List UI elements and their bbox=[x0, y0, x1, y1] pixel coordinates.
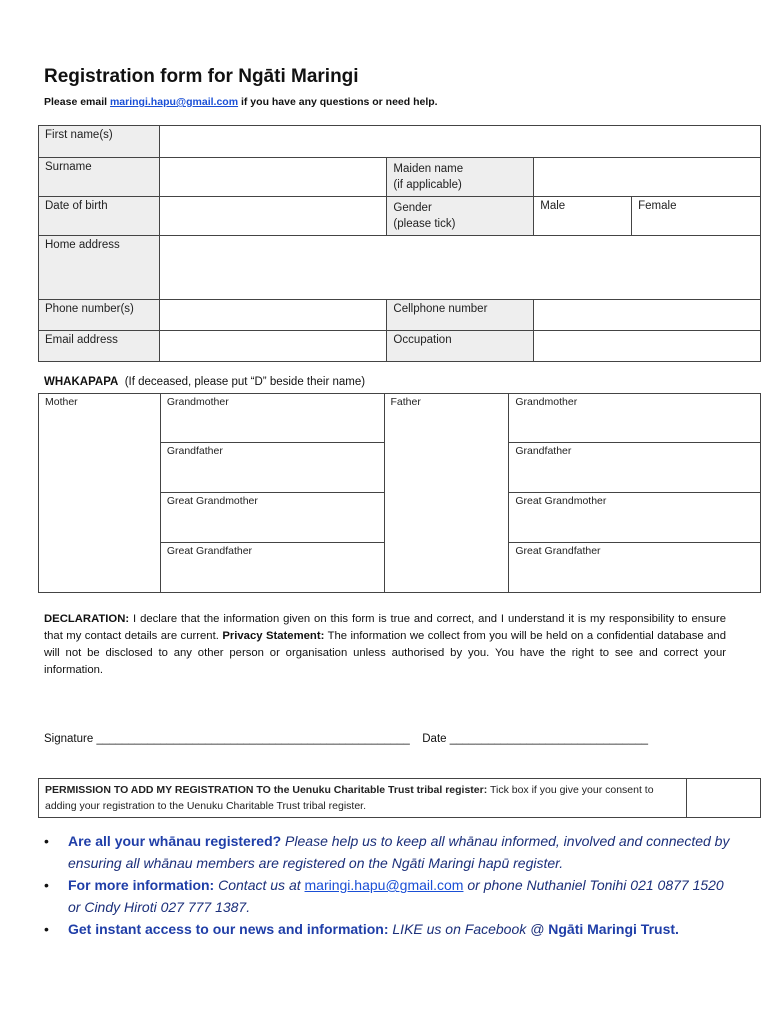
father-field[interactable]: Father bbox=[384, 394, 509, 593]
phone-field[interactable] bbox=[159, 300, 387, 331]
date-label: Date bbox=[422, 733, 447, 745]
paternal-great-grandmother-field[interactable]: Great Grandmother bbox=[509, 493, 761, 543]
dob-field[interactable] bbox=[159, 197, 387, 236]
email-label: Email address bbox=[39, 331, 160, 362]
page-subtitle: Please email maringi.hapu@gmail.com if you have any questions or need help. bbox=[44, 96, 438, 108]
paternal-great-grandfather-field[interactable]: Great Grandfather bbox=[509, 543, 761, 593]
home-address-label: Home address bbox=[39, 236, 160, 300]
maiden-name-label: Maiden name (if applicable) bbox=[387, 158, 534, 197]
home-address-field[interactable] bbox=[159, 236, 760, 300]
maiden-name-field[interactable] bbox=[534, 158, 761, 197]
permission-table bbox=[38, 778, 761, 818]
declaration-paragraph: DECLARATION: I declare that the information given on this form is true and correct, and I understand it is my responsibility to ensure that my contact details are current. Privacy Statement: The information we collect from you will be held on a confidential database and will not be disclosed to any other person or organisation unless authorised by you. You have the right to see and correct your information. bbox=[44, 613, 726, 676]
contact-email-link[interactable]: maringi.hapu@gmail.com bbox=[109, 96, 239, 108]
info-bullets bbox=[44, 830, 734, 940]
surname-field[interactable] bbox=[159, 158, 387, 197]
whakapapa-heading: WHAKAPAPA (If deceased, please put “D” beside their name) bbox=[44, 376, 366, 388]
paternal-grandmother-field[interactable]: Grandmother bbox=[509, 394, 761, 443]
phone-label: Phone number(s) bbox=[39, 300, 160, 331]
whakapapa-table bbox=[38, 393, 761, 593]
maternal-great-grandfather-field[interactable]: Great Grandfather bbox=[160, 543, 384, 593]
signature-row bbox=[44, 733, 648, 745]
mother-field[interactable]: Mother bbox=[39, 394, 161, 593]
facebook-page-name[interactable]: Ngāti Maringi Trust. bbox=[548, 921, 679, 937]
list-item: • Get instant access to our news and information: LIKE us on Facebook @ Ngāti Maringi Trust. bbox=[44, 918, 734, 940]
email-field[interactable] bbox=[159, 331, 387, 362]
cellphone-field[interactable] bbox=[534, 300, 761, 331]
gender-label: Gender (please tick) bbox=[387, 197, 534, 236]
dob-label: Date of birth bbox=[39, 197, 160, 236]
first-names-label: First name(s) bbox=[39, 126, 160, 158]
bullet-email-link[interactable]: maringi.hapu@gmail.com bbox=[304, 877, 464, 893]
surname-label: Surname bbox=[39, 158, 160, 197]
bullet-icon: • bbox=[44, 921, 49, 937]
page-title: Registration form for Ngāti Maringi bbox=[44, 66, 359, 87]
signature-line[interactable]: _________________________________________________ bbox=[96, 733, 410, 745]
occupation-label: Occupation bbox=[387, 331, 534, 362]
personal-details-table bbox=[38, 125, 761, 362]
permission-text: PERMISSION TO ADD MY REGISTRATION TO the Uenuku Charitable Trust tribal register: Tick box if you give your consent to adding your registration to the Uenuku Charitable Trust tribal register. bbox=[39, 779, 687, 818]
gender-male-option[interactable]: Male bbox=[534, 197, 632, 236]
maternal-great-grandmother-field[interactable]: Great Grandmother bbox=[160, 493, 384, 543]
maternal-grandmother-field[interactable]: Grandmother bbox=[160, 394, 384, 443]
occupation-field[interactable] bbox=[534, 331, 761, 362]
maternal-grandfather-field[interactable]: Grandfather bbox=[160, 443, 384, 493]
date-line[interactable]: _______________________________ bbox=[449, 733, 649, 745]
signature-label: Signature bbox=[44, 733, 94, 745]
cellphone-label: Cellphone number bbox=[387, 300, 534, 331]
first-names-field[interactable] bbox=[159, 126, 760, 158]
permission-checkbox[interactable] bbox=[687, 779, 761, 818]
bullet-icon: • bbox=[44, 877, 49, 893]
bullet-icon: • bbox=[44, 833, 49, 849]
paternal-grandfather-field[interactable]: Grandfather bbox=[509, 443, 761, 493]
list-item: • Are all your whānau registered? Please help us to keep all whānau informed, involved and connected by ensuring all whānau members are registered on the Ngāti Maringi hapū register. bbox=[44, 830, 734, 874]
list-item: • For more information: Contact us at maringi.hapu@gmail.com or phone Nuthaniel Tonihi 021 0877 1520 or Cindy Hiroti 027 777 1387. bbox=[44, 874, 734, 918]
gender-female-option[interactable]: Female bbox=[632, 197, 761, 236]
